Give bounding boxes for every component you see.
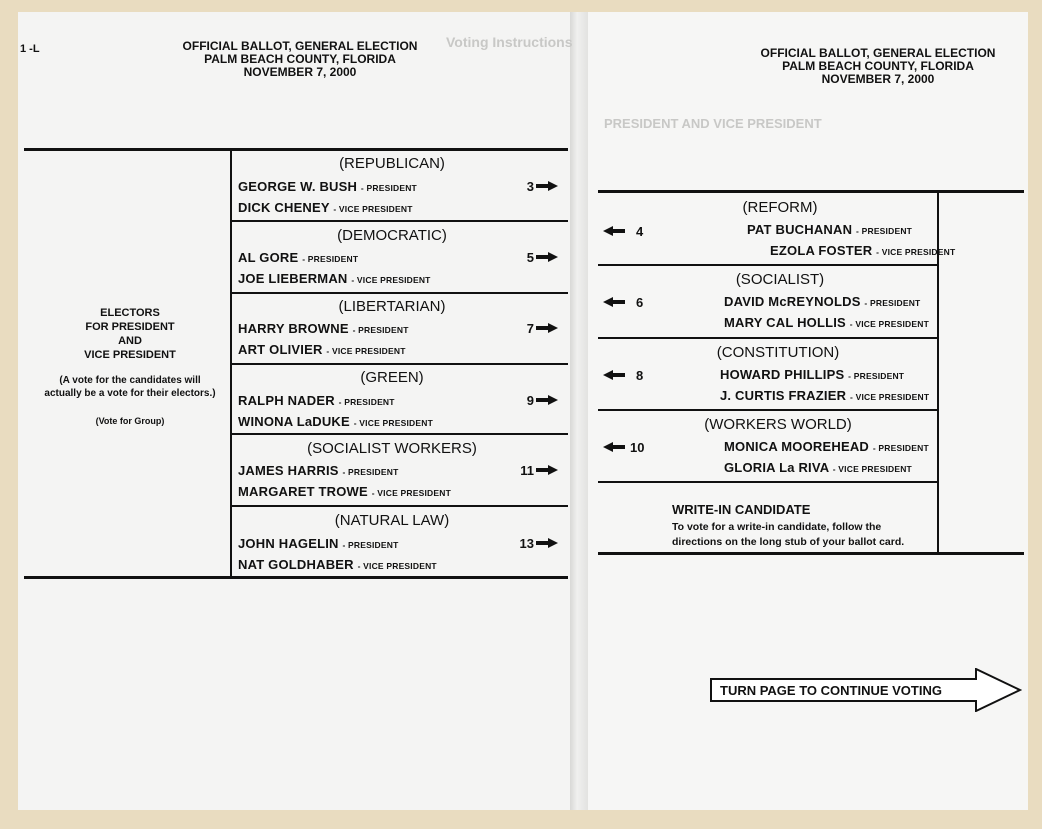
ballot-bottom-rule <box>24 576 568 579</box>
page-label: 1 -L <box>20 43 40 55</box>
ballot-number: 5 <box>526 250 534 265</box>
party-name: (REFORM) <box>742 199 818 216</box>
bleed-through-text: Voting Instructions <box>446 34 573 50</box>
electors-line: AND <box>118 335 142 347</box>
turn-page-label: TURN PAGE TO CONTINUE VOTING <box>720 683 942 698</box>
party-name: (LIBERTARIAN) <box>338 298 446 315</box>
president-candidate: MONICA MOOREHEAD - PRESIDENT <box>724 439 929 454</box>
ballot-page-left <box>18 12 570 810</box>
vice-president-candidate: GLORIA La RIVA - VICE PRESIDENT <box>724 460 912 475</box>
punch-arrow-icon[interactable] <box>536 252 558 262</box>
punch-arrow-icon[interactable] <box>536 395 558 405</box>
electors-note: actually be a vote for their electors.) <box>44 388 216 399</box>
president-candidate: DAVID McREYNOLDS - PRESIDENT <box>724 294 921 309</box>
ballot-number: 7 <box>526 321 534 336</box>
vice-president-candidate: ART OLIVIER - VICE PRESIDENT <box>238 342 406 357</box>
electors-line: ELECTORS <box>100 307 160 319</box>
vote-for-group: (Vote for Group) <box>95 416 165 426</box>
president-candidate: AL GORE - PRESIDENT <box>238 250 359 265</box>
ballot-header-left <box>150 40 450 79</box>
ballot-number: 10 <box>630 440 645 455</box>
punch-arrow-icon[interactable] <box>603 370 625 380</box>
ballot-number: 9 <box>526 393 534 408</box>
row-divider <box>598 337 938 339</box>
president-candidate: RALPH NADER - PRESIDENT <box>238 393 395 408</box>
header-line-3: NOVEMBER 7, 2000 <box>821 72 935 86</box>
punch-arrow-icon[interactable] <box>536 538 558 548</box>
header-line-1: OFFICIAL BALLOT, GENERAL ELECTION <box>182 39 418 53</box>
header-line-1: OFFICIAL BALLOT, GENERAL ELECTION <box>760 46 996 60</box>
ballot-number: 13 <box>519 536 534 551</box>
punch-arrow-icon[interactable] <box>603 442 625 452</box>
write-in-instruction: To vote for a write-in candidate, follow the <box>672 521 882 533</box>
president-candidate: HOWARD PHILLIPS - PRESIDENT <box>720 367 905 382</box>
president-candidate: JOHN HAGELIN - PRESIDENT <box>238 536 399 551</box>
electors-line: VICE PRESIDENT <box>84 349 176 361</box>
header-line-3: NOVEMBER 7, 2000 <box>243 65 357 79</box>
ballot-top-rule <box>24 148 568 151</box>
party-name: (CONSTITUTION) <box>716 344 840 361</box>
row-divider <box>231 220 568 222</box>
vice-president-candidate: EZOLA FOSTER - VICE PRESIDENT <box>770 243 956 258</box>
bleed-through-text: PRESIDENT AND VICE PRESIDENT <box>604 116 822 131</box>
electors-line: FOR PRESIDENT <box>85 321 175 333</box>
ballot-top-rule <box>598 190 1024 193</box>
punch-arrow-icon[interactable] <box>536 465 558 475</box>
row-divider <box>231 505 568 507</box>
row-divider <box>598 481 938 483</box>
president-candidate: PAT BUCHANAN - PRESIDENT <box>747 222 913 237</box>
electors-note: (A vote for the candidates will <box>59 375 201 386</box>
row-divider <box>231 363 568 365</box>
ballot-bottom-rule <box>598 552 1024 555</box>
vice-president-candidate: DICK CHENEY - VICE PRESIDENT <box>238 200 413 215</box>
president-candidate: GEORGE W. BUSH - PRESIDENT <box>238 179 417 194</box>
party-name: (REPUBLICAN) <box>339 155 445 172</box>
row-divider <box>598 264 938 266</box>
ballot-number: 11 <box>520 463 534 478</box>
ballot-spine <box>570 12 588 810</box>
vice-president-candidate: J. CURTIS FRAZIER - VICE PRESIDENT <box>720 388 930 403</box>
row-divider <box>231 433 568 435</box>
president-candidate: JAMES HARRIS - PRESIDENT <box>238 463 399 478</box>
row-divider <box>598 409 938 411</box>
party-name: (SOCIALIST) <box>735 271 825 288</box>
ballot-number: 6 <box>636 295 644 310</box>
header-line-2: PALM BEACH COUNTY, FLORIDA <box>782 59 974 73</box>
punch-arrow-icon[interactable] <box>536 323 558 333</box>
president-candidate: HARRY BROWNE - PRESIDENT <box>238 321 409 336</box>
party-name: (NATURAL LAW) <box>334 512 450 529</box>
party-name: (WORKERS WORLD) <box>704 416 852 433</box>
ballot-number: 4 <box>636 224 644 239</box>
ballot-number: 8 <box>636 368 644 383</box>
punch-arrow-icon[interactable] <box>603 226 625 236</box>
party-name: (DEMOCRATIC) <box>337 227 447 244</box>
vice-president-candidate: JOE LIEBERMAN - VICE PRESIDENT <box>238 271 431 286</box>
ballot-header-right <box>728 47 1028 86</box>
party-name: (SOCIALIST WORKERS) <box>307 440 477 457</box>
vice-president-candidate: MARGARET TROWE - VICE PRESIDENT <box>238 484 451 499</box>
vice-president-candidate: NAT GOLDHABER - VICE PRESIDENT <box>238 557 437 572</box>
header-line-2: PALM BEACH COUNTY, FLORIDA <box>204 52 396 66</box>
punch-arrow-icon[interactable] <box>603 297 625 307</box>
write-in-instruction: directions on the long stub of your ballot card. <box>672 536 905 548</box>
vice-president-candidate: WINONA LaDUKE - VICE PRESIDENT <box>238 414 433 429</box>
write-in-title: WRITE-IN CANDIDATE <box>672 502 811 517</box>
ballot-number: 3 <box>526 179 534 194</box>
party-name: (GREEN) <box>360 369 424 386</box>
row-divider <box>231 292 568 294</box>
punch-arrow-icon[interactable] <box>536 181 558 191</box>
vice-president-candidate: MARY CAL HOLLIS - VICE PRESIDENT <box>724 315 929 330</box>
